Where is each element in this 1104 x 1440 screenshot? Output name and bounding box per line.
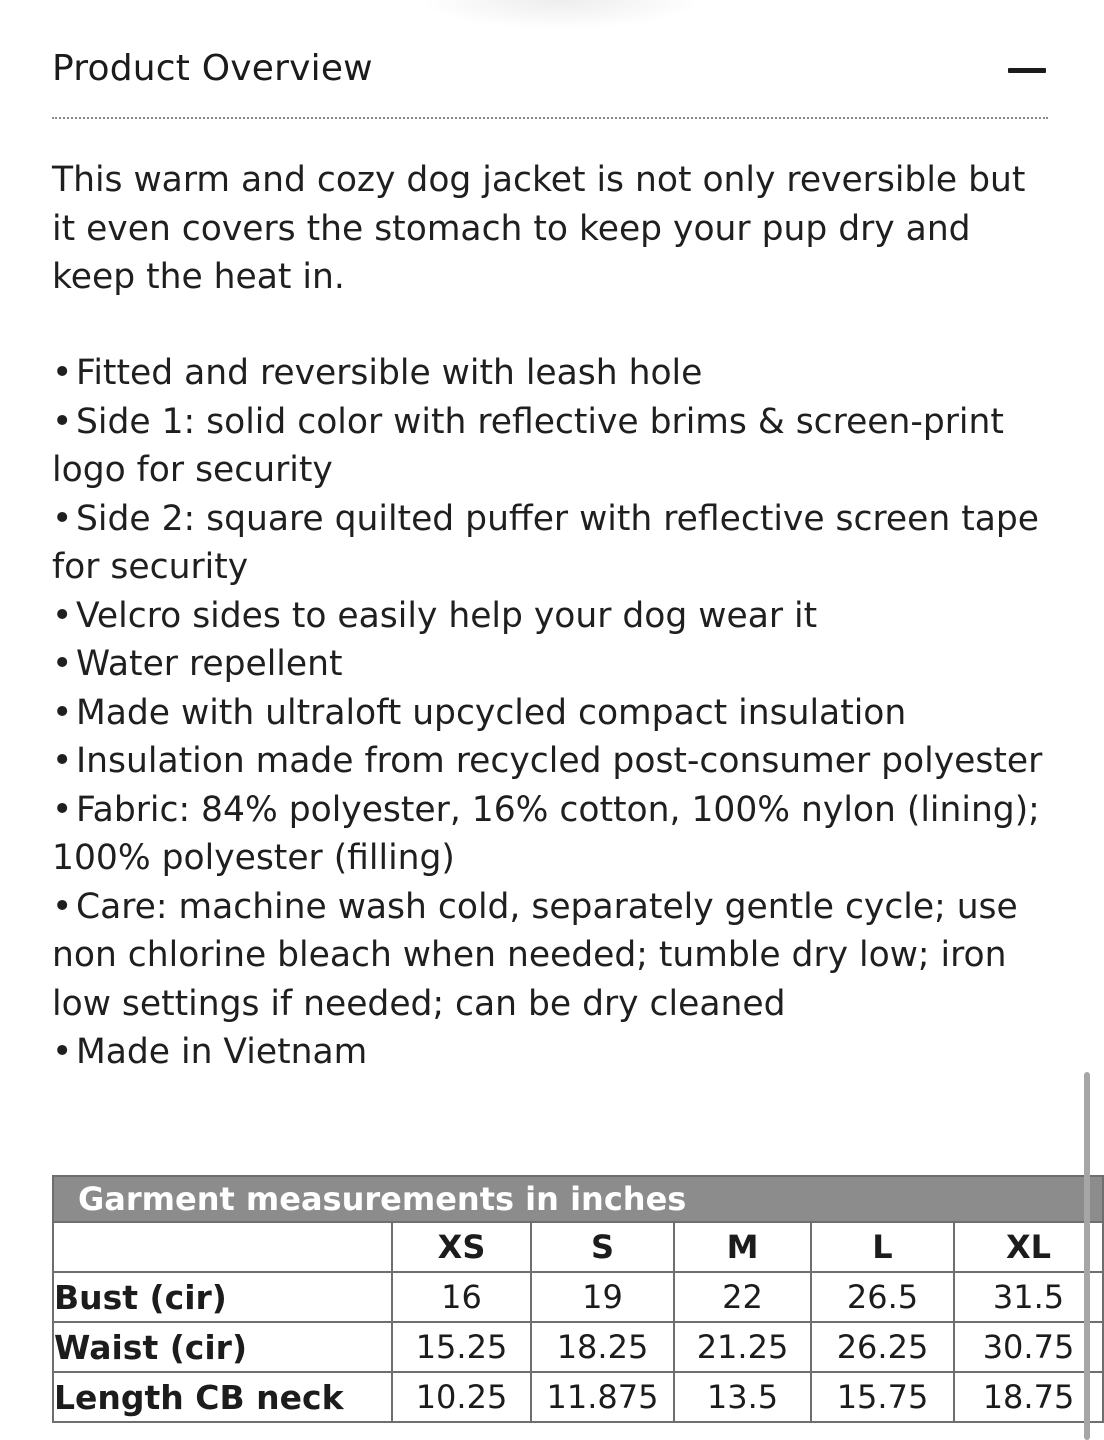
top-shadow bbox=[420, 0, 700, 30]
feature-item: • Care: machine wash cold, separately gentle cycle; use non chlorine bleach when needed; tumble dry low; iron low settings if needed; can be dry cleaned bbox=[52, 883, 1052, 1029]
table-cell: 18.75 bbox=[954, 1372, 1103, 1422]
table-cell: 16 bbox=[392, 1272, 531, 1322]
row-label: Bust (cir) bbox=[53, 1272, 392, 1322]
row-label: Waist (cir) bbox=[53, 1322, 392, 1372]
table-cell: 15.25 bbox=[392, 1322, 531, 1372]
section-title: Product Overview bbox=[52, 48, 373, 89]
table-row bbox=[53, 1322, 1103, 1372]
feature-item: • Insulation made from recycled post-consumer polyester bbox=[52, 737, 1052, 786]
table-cell: 15.75 bbox=[811, 1372, 954, 1422]
feature-item: • Made in Vietnam bbox=[52, 1028, 1052, 1077]
table-cell: 11.875 bbox=[531, 1372, 674, 1422]
feature-item: • Made with ultraloft upcycled compact insulation bbox=[52, 689, 1052, 738]
measurement-table bbox=[52, 1175, 1104, 1423]
size-header: L bbox=[811, 1222, 954, 1272]
size-header: XL bbox=[954, 1222, 1103, 1272]
table-cell: 30.75 bbox=[954, 1322, 1103, 1372]
table-cell: 13.5 bbox=[674, 1372, 811, 1422]
minus-icon[interactable] bbox=[1008, 68, 1046, 73]
feature-item: • Side 2: square quilted puffer with reflective screen tape for security bbox=[52, 495, 1052, 592]
scrollbar-thumb[interactable] bbox=[1084, 1072, 1090, 1440]
feature-item: • Water repellent bbox=[52, 640, 1052, 689]
table-cell: 26.25 bbox=[811, 1322, 954, 1372]
table-cell: 22 bbox=[674, 1272, 811, 1322]
feature-item: • Velcro sides to easily help your dog wear it bbox=[52, 592, 1052, 641]
table-cell: 26.5 bbox=[811, 1272, 954, 1322]
feature-list bbox=[52, 349, 1052, 1077]
table-cell: 18.25 bbox=[531, 1322, 674, 1372]
measurement-table-container bbox=[52, 1175, 1075, 1427]
feature-item: • Fabric: 84% polyester, 16% cotton, 100% nylon (lining); 100% polyester (filling) bbox=[52, 786, 1052, 883]
table-caption: Garment measurements in inches bbox=[53, 1176, 1103, 1222]
table-cell: 21.25 bbox=[674, 1322, 811, 1372]
dotted-divider bbox=[52, 117, 1048, 119]
table-cell: 19 bbox=[531, 1272, 674, 1322]
table-row bbox=[53, 1272, 1103, 1322]
table-row bbox=[53, 1372, 1103, 1422]
feature-item: • Side 1: solid color with reflective brims & screen-print logo for security bbox=[52, 398, 1052, 495]
accordion-header[interactable] bbox=[52, 40, 1048, 100]
table-cell: 10.25 bbox=[392, 1372, 531, 1422]
size-header: M bbox=[674, 1222, 811, 1272]
table-cell: 31.5 bbox=[954, 1272, 1103, 1322]
row-label: Length CB neck bbox=[53, 1372, 392, 1422]
product-description: This warm and cozy dog jacket is not only reversible but it even covers the stomach to keep your pup dry and keep the heat in. bbox=[52, 160, 1026, 297]
corner-cell bbox=[53, 1222, 392, 1272]
size-header-row bbox=[53, 1222, 1103, 1272]
table-caption-row bbox=[53, 1176, 1103, 1222]
size-header: XS bbox=[392, 1222, 531, 1272]
size-header: S bbox=[531, 1222, 674, 1272]
feature-item: • Fitted and reversible with leash hole bbox=[52, 349, 1052, 398]
